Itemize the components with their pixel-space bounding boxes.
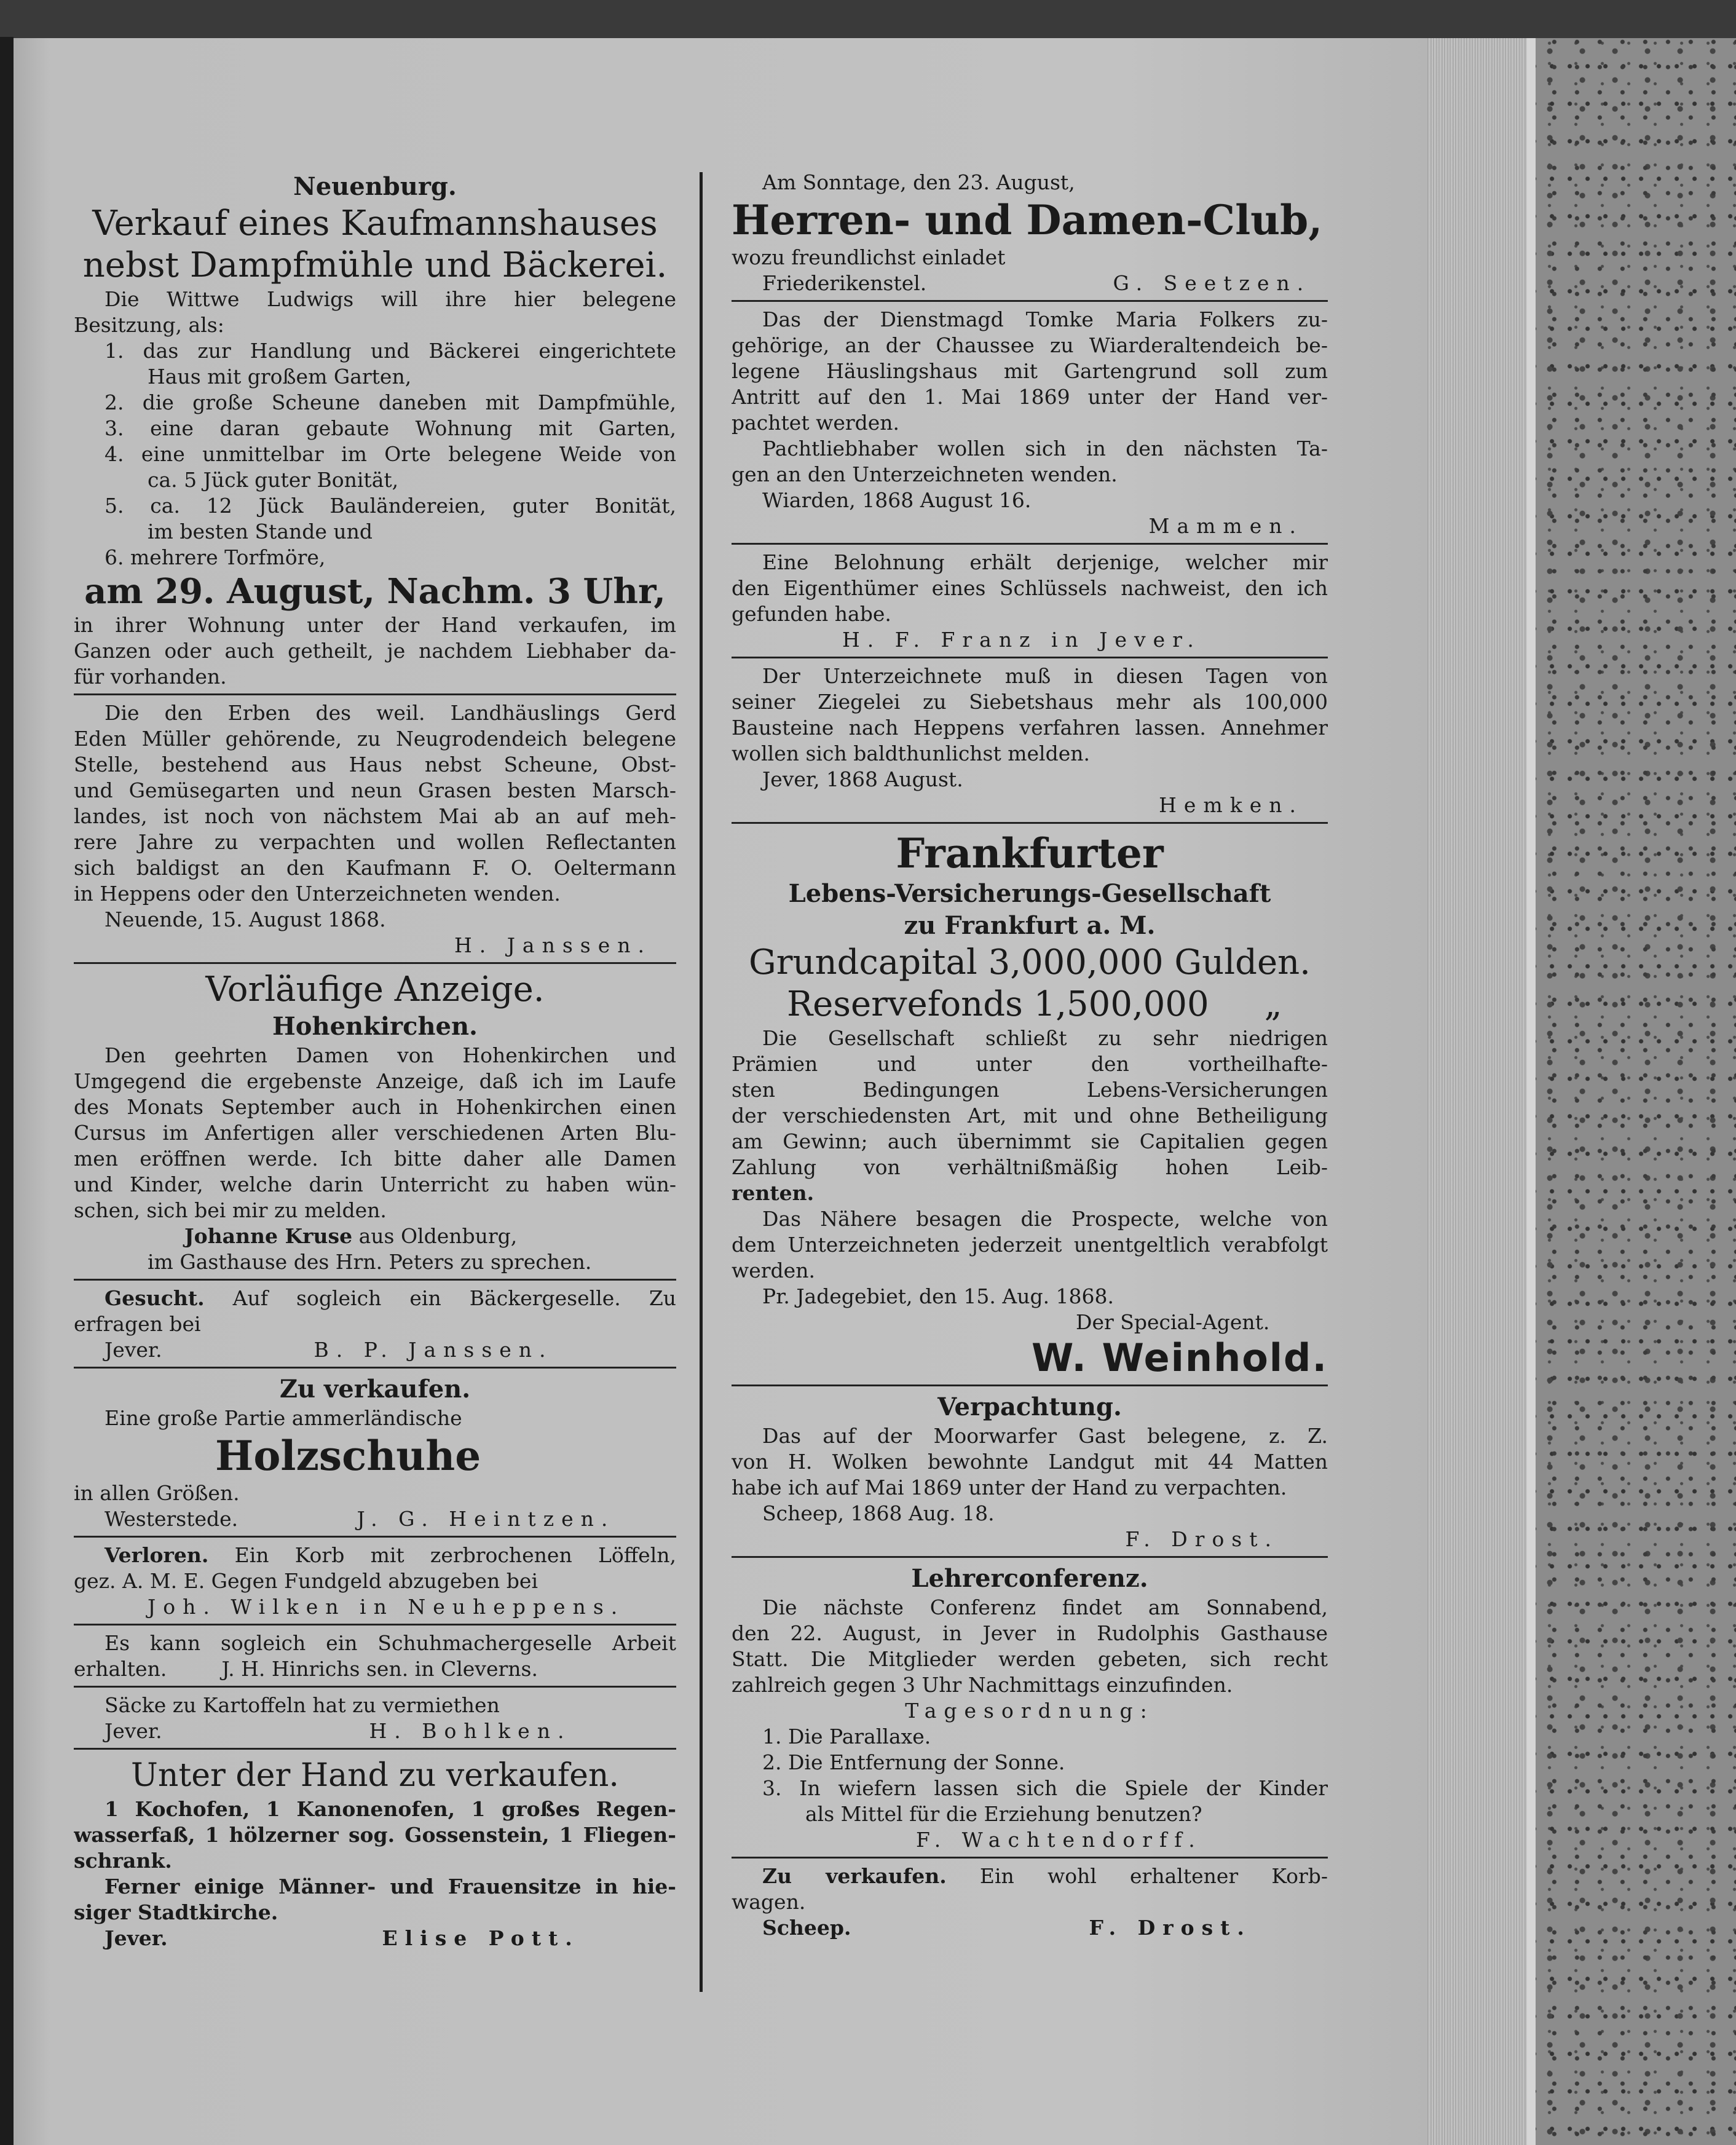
- text-line: Bausteine nach Heppens verfahren lassen. Annehmer: [732, 716, 1328, 740]
- ad-separator: [732, 1385, 1328, 1386]
- ad-signature: F. Wachtendorff.: [916, 1828, 1202, 1852]
- ad-capital: Grundcapital 3,000,000 Gulden.: [749, 942, 1311, 982]
- text-line: Ferner einige Männer- und Frauensitze in hie-: [105, 1874, 676, 1898]
- text-span: Auf sogleich ein Bäckergeselle. Zu: [232, 1286, 676, 1310]
- ad-place: Westerstede.: [105, 1507, 239, 1531]
- ad-title: Frankfurter: [896, 829, 1164, 877]
- text-line: Umgegend die ergebenste Anzeige, daß ich im Laufe: [74, 1069, 676, 1093]
- ad-separator: [732, 543, 1328, 545]
- text-line: Eden Müller gehörende, zu Neugrodendeich belegene: [74, 727, 676, 751]
- ad-title: Herren- und Damen-Club,: [732, 196, 1323, 244]
- text-line: am Gewinn; auch übernimmt sie Capitalien gegen: [732, 1129, 1328, 1153]
- text-line: Eine große Partie ammerländische: [105, 1406, 462, 1430]
- text-line: Die den Erben des weil. Landhäuslings Gerd: [105, 701, 676, 725]
- list-item: im besten Stande und: [148, 519, 373, 543]
- ad-label: Verloren.: [105, 1543, 209, 1567]
- text-line: Zahlung von verhältnißmäßig hohen Leib-: [732, 1155, 1328, 1179]
- ad-signature: G. Seetzen.: [1113, 271, 1311, 295]
- text-line: Stelle, bestehend aus Haus nebst Scheune, Obst-: [74, 753, 676, 776]
- text-line: Den geehrten Damen von Hohenkirchen und: [105, 1043, 676, 1067]
- book-fore-edge: [1427, 38, 1527, 2145]
- ad-separator: [732, 1857, 1328, 1859]
- text-line: und Gemüsegarten und neun Grasen besten Marsch-: [74, 778, 676, 802]
- text-line: sten Bedingungen Lebens-Versicherungen: [732, 1078, 1328, 1102]
- ad-footer: [74, 1337, 676, 1363]
- ad-verpachtung: [732, 1391, 1328, 1552]
- text-line: den 22. August, in Jever in Rudolphis Gasthause: [732, 1621, 1328, 1645]
- ad-place: Scheep.: [762, 1916, 851, 1940]
- text-span: Ein Korb mit zerbrochenen Löffeln,: [234, 1543, 676, 1567]
- ad-place: Jever.: [105, 1338, 162, 1362]
- ad-signature: B. P. Janssen.: [314, 1338, 553, 1362]
- column-divider: [700, 172, 703, 1992]
- text-span: Ein wohl erhaltener Korb-: [979, 1864, 1328, 1888]
- signature-origin: aus Oldenburg,: [358, 1224, 518, 1248]
- text-line: habe ich auf Mai 1869 unter der Hand zu verpachten.: [732, 1475, 1287, 1499]
- ad-label: Gesucht.: [105, 1286, 205, 1310]
- text-line: Das auf der Moorwarfer Gast belegene, z. Z.: [762, 1424, 1328, 1448]
- text-line: von H. Wolken bewohnte Landgut mit 44 Matten: [732, 1450, 1328, 1474]
- text-line: den Eigenthümer eines Schlüssels nachweist, den ich: [732, 576, 1328, 600]
- ad-title: Zu verkaufen.: [279, 1375, 471, 1404]
- ad-capital: [732, 984, 1328, 1025]
- ad-title: Vorläufige Anzeige.: [205, 970, 545, 1009]
- text-line: legene Häuslingshaus mit Gartengrund soll zum: [732, 359, 1328, 383]
- ad-agent-title: Der Special-Agent.: [1076, 1310, 1270, 1334]
- text-line: siger Stadtkirche.: [74, 1900, 278, 1924]
- ad-separator: [74, 693, 676, 695]
- ad-place: Jever.: [105, 1926, 168, 1950]
- ad-separator: [74, 1367, 676, 1369]
- page-gutter-shadow: [0, 37, 14, 2145]
- agenda-item: als Mittel für die Erziehung benutzen?: [805, 1802, 1202, 1826]
- ad-separator: [74, 1624, 676, 1626]
- ad-janssen: [74, 700, 676, 958]
- text-line: sich baldigst an den Kaufmann F. O. Oeltermann: [74, 856, 676, 880]
- text-line: men eröffnen werde. Ich bitte daher alle Damen: [74, 1147, 676, 1171]
- ad-separator: [74, 1279, 676, 1281]
- list-item: Haus mit großem Garten,: [148, 365, 412, 389]
- ad-footer: [74, 1926, 676, 1951]
- text-line: Es kann sogleich ein Schuhmachergeselle Arbeit: [105, 1631, 676, 1655]
- text-line: Besitzung, als:: [74, 313, 224, 337]
- ad-headline-product: Holzschuhe: [215, 1432, 481, 1480]
- ad-gesucht: [74, 1286, 676, 1363]
- ad-subtitle: Hohenkirchen.: [272, 1012, 478, 1041]
- ad-korbwagen: [732, 1863, 1328, 1941]
- text-line: Am Sonntage, den 23. August,: [762, 170, 1075, 194]
- ad-separator: [732, 822, 1328, 824]
- ad-title: nebst Dampfmühle und Bäckerei.: [82, 245, 668, 285]
- ad-footer: [732, 271, 1328, 296]
- signature-name: Johanne Kruse: [184, 1224, 353, 1248]
- text-line: renten.: [732, 1181, 815, 1205]
- text-line: wagen.: [732, 1890, 806, 1914]
- text-line: wozu freundlichst einladet: [732, 245, 1006, 269]
- text-line: Die Gesellschaft schließt zu sehr niedrigen: [762, 1026, 1328, 1050]
- text-line: zahlreich gegen 3 Uhr Nachmittags einzufinden.: [732, 1673, 1233, 1697]
- text-line: [74, 1543, 676, 1568]
- ad-signature: H. Janssen.: [454, 933, 652, 957]
- ad-subtitle: zu Frankfurt a. M.: [904, 911, 1156, 940]
- ad-separator: [74, 1686, 676, 1688]
- ad-signature: Joh. Wilken in Neuheppens.: [148, 1595, 625, 1619]
- ad-footer: [74, 1656, 676, 1682]
- ad-separator: [74, 1748, 676, 1750]
- ad-signature: Elise Pott.: [382, 1926, 580, 1950]
- text-line: in allen Größen.: [74, 1481, 240, 1505]
- ad-hemken: [732, 663, 1328, 818]
- text-line: schen, sich bei mir zu melden.: [74, 1198, 387, 1222]
- ad-pott: [74, 1755, 676, 1951]
- text-line: gen an den Unterzeichneten wenden.: [732, 462, 1118, 486]
- ad-place-date: Jever, 1868 August.: [762, 767, 963, 791]
- book-cover-board: [1527, 38, 1736, 2145]
- text-span: erhalten.: [74, 1657, 167, 1681]
- ad-mammen: [732, 307, 1328, 539]
- list-item: ca. 5 Jück guter Bonität,: [148, 468, 399, 492]
- ad-separator: [732, 657, 1328, 658]
- text-line: gehörige, an der Chaussee zu Wiarderaltendeich be-: [732, 333, 1328, 357]
- text-line: Prämien und unter den vortheilhafte-: [732, 1052, 1328, 1076]
- ad-lehrerconferenz: [732, 1563, 1328, 1853]
- ad-subtitle: Lebens-Versicherungs-Gesellschaft: [788, 879, 1271, 908]
- ad-signature-note: im Gasthause des Hrn. Peters zu sprechen.: [148, 1250, 592, 1274]
- ad-verloren: [74, 1543, 676, 1620]
- ad-saecke: [74, 1693, 676, 1744]
- ad-separator: [732, 1556, 1328, 1558]
- text-line: in Heppens oder den Unterzeichneten wenden.: [74, 882, 561, 906]
- text-line: Das Nähere besagen die Prospecte, welche von: [762, 1207, 1328, 1231]
- ad-place: Friederikenstel.: [762, 271, 927, 295]
- ad-signature: [74, 1223, 676, 1249]
- agenda-item: 1. Die Parallaxe.: [762, 1724, 931, 1748]
- text-line: gefunden habe.: [732, 602, 891, 626]
- text-line: wollen sich baldthunlichst melden.: [732, 741, 1091, 765]
- ad-footer: [732, 1915, 1328, 1941]
- ad-label: Zu verkaufen.: [762, 1864, 947, 1888]
- ad-schuhmacher: [74, 1630, 676, 1682]
- list-item: 2. die große Scheune daneben mit Dampfmühle,: [105, 390, 676, 414]
- text-line: landes, ist noch von nächstem Mai ab an auf meh-: [74, 804, 676, 828]
- text-line: Die nächste Conferenz findet am Sonnabend,: [762, 1595, 1328, 1619]
- text-line: Der Unterzeichnete muß in diesen Tagen von: [762, 664, 1328, 688]
- ad-separator: [74, 1536, 676, 1538]
- ad-signature: Mammen.: [1148, 514, 1303, 538]
- ad-franz: [732, 550, 1328, 653]
- text-line: Eine Belohnung erhält derjenige, welcher mir: [762, 550, 1328, 574]
- text-line: Antritt auf den 1. Mai 1869 unter der Hand ver-: [732, 385, 1328, 409]
- ad-title: Lehrerconferenz.: [911, 1564, 1148, 1593]
- ad-signature: J. H. Hinrichs sen. in Cleverns.: [221, 1657, 538, 1681]
- agenda-heading: Tagesordnung:: [905, 1699, 1154, 1723]
- ad-place: Jever.: [105, 1719, 162, 1743]
- ad-separator: [732, 300, 1328, 302]
- ad-reserve: Reservefonds 1,500,000: [787, 984, 1209, 1024]
- text-line: [74, 1286, 676, 1311]
- list-item: 1. das zur Handlung und Bäckerei eingerichtete: [105, 339, 676, 363]
- text-line: der verschiedensten Art, mit und ohne Betheiligung: [732, 1104, 1328, 1128]
- right-column: [732, 170, 1328, 1941]
- ad-place-date: Neuende, 15. August 1868.: [105, 907, 386, 931]
- book-cover-edge: [1527, 38, 1536, 2145]
- ad-signature-large: W. Weinhold.: [1031, 1335, 1328, 1380]
- text-line: werden.: [732, 1258, 815, 1282]
- text-line: des Monats September auch in Hohenkirchen einen: [74, 1095, 676, 1119]
- text-line: in ihrer Wohnung unter der Hand verkaufen, im: [74, 613, 676, 637]
- ad-signature: J. G. Heintzen.: [357, 1507, 615, 1531]
- text-line: gez. A. M. E. Gegen Fundgeld abzugeben bei: [74, 1569, 539, 1593]
- text-line: Statt. Die Mitglieder werden gebeten, sich recht: [732, 1647, 1328, 1671]
- ad-signature: Hemken.: [1159, 793, 1303, 817]
- text-line: seiner Ziegelei zu Siebetshaus mehr als 100,000: [732, 690, 1328, 714]
- text-line: Ganzen oder auch getheilt, je nachdem Liebhaber da-: [74, 639, 676, 663]
- text-line: schrank.: [74, 1849, 172, 1873]
- list-item: 5. ca. 12 Jück Bauländereien, guter Bonität,: [105, 494, 676, 518]
- agenda-item: 3. In wiefern lassen sich die Spiele der Kinder: [762, 1776, 1328, 1800]
- text-line: für vorhanden.: [74, 665, 227, 689]
- text-line: und Kinder, welche darin Unterricht zu haben wün-: [74, 1172, 676, 1196]
- text-line: Cursus im Anfertigen aller verschiedenen Arten Blu-: [74, 1121, 676, 1145]
- ad-date-heading: am 29. August, Nachm. 3 Uhr,: [84, 571, 666, 612]
- list-item: 3. eine daran gebaute Wohnung mit Garten,: [105, 416, 676, 440]
- ad-club: [732, 170, 1328, 296]
- text-line: wasserfaß, 1 hölzerner sog. Gossenstein, 1 Fliegen-: [74, 1823, 676, 1847]
- ad-footer: [74, 1718, 676, 1744]
- text-line: Das der Dienstmagd Tomke Maria Folkers zu-: [762, 307, 1328, 331]
- text-line: Säcke zu Kartoffeln hat zu vermiethen: [105, 1693, 500, 1717]
- ad-title: Unter der Hand zu verkaufen.: [131, 1757, 619, 1794]
- ad-kruse: [74, 969, 676, 1275]
- ad-separator: [74, 962, 676, 964]
- ad-title: Verkauf eines Kaufmannshauses: [92, 203, 658, 243]
- text-line: 1 Kochofen, 1 Kanonenofen, 1 großes Regen-: [105, 1797, 676, 1821]
- left-column: [74, 171, 676, 1951]
- list-item: 4. eine unmittelbar im Orte belegene Weide von: [105, 442, 676, 466]
- list-item: 6. mehrere Torfmöre,: [105, 545, 326, 569]
- text-line: Pachtliebhaber wollen sich in den nächsten Ta-: [762, 437, 1328, 460]
- ad-neuenburg: [74, 171, 676, 690]
- ad-place-date: Scheep, 1868 Aug. 18.: [762, 1501, 995, 1525]
- text-line: erfragen bei: [74, 1312, 201, 1336]
- text-line: [732, 1863, 1328, 1889]
- text-line: dem Unterzeichneten jederzeit unentgeltlich verabfolgt: [732, 1233, 1328, 1257]
- ad-place-date: Wiarden, 1868 August 16.: [762, 488, 1032, 512]
- ad-holzschuhe: [74, 1373, 676, 1532]
- text-line: rere Jahre zu verpachten und wollen Reflectanten: [74, 830, 676, 854]
- ad-signature: H. F. Franz in Jever.: [842, 628, 1201, 652]
- ad-signature: F. Drost.: [1089, 1916, 1252, 1940]
- ad-title: Verpachtung.: [937, 1392, 1122, 1421]
- ad-frankfurter: [732, 829, 1328, 1381]
- agenda-item: 2. Die Entfernung der Sonne.: [762, 1750, 1065, 1774]
- ad-place-date: Pr. Jadegebiet, den 15. Aug. 1868.: [762, 1284, 1115, 1308]
- ad-footer: [74, 1506, 676, 1532]
- text-line: Die Wittwe Ludwigs will ihre hier belegene: [105, 287, 676, 311]
- ad-place-heading: Neuenburg.: [293, 172, 457, 201]
- ditto-mark: „: [1264, 984, 1282, 1024]
- ad-signature: F. Drost.: [1125, 1527, 1279, 1551]
- ad-signature: H. Bohlken.: [369, 1719, 572, 1743]
- text-line: pachtet werden.: [732, 411, 900, 435]
